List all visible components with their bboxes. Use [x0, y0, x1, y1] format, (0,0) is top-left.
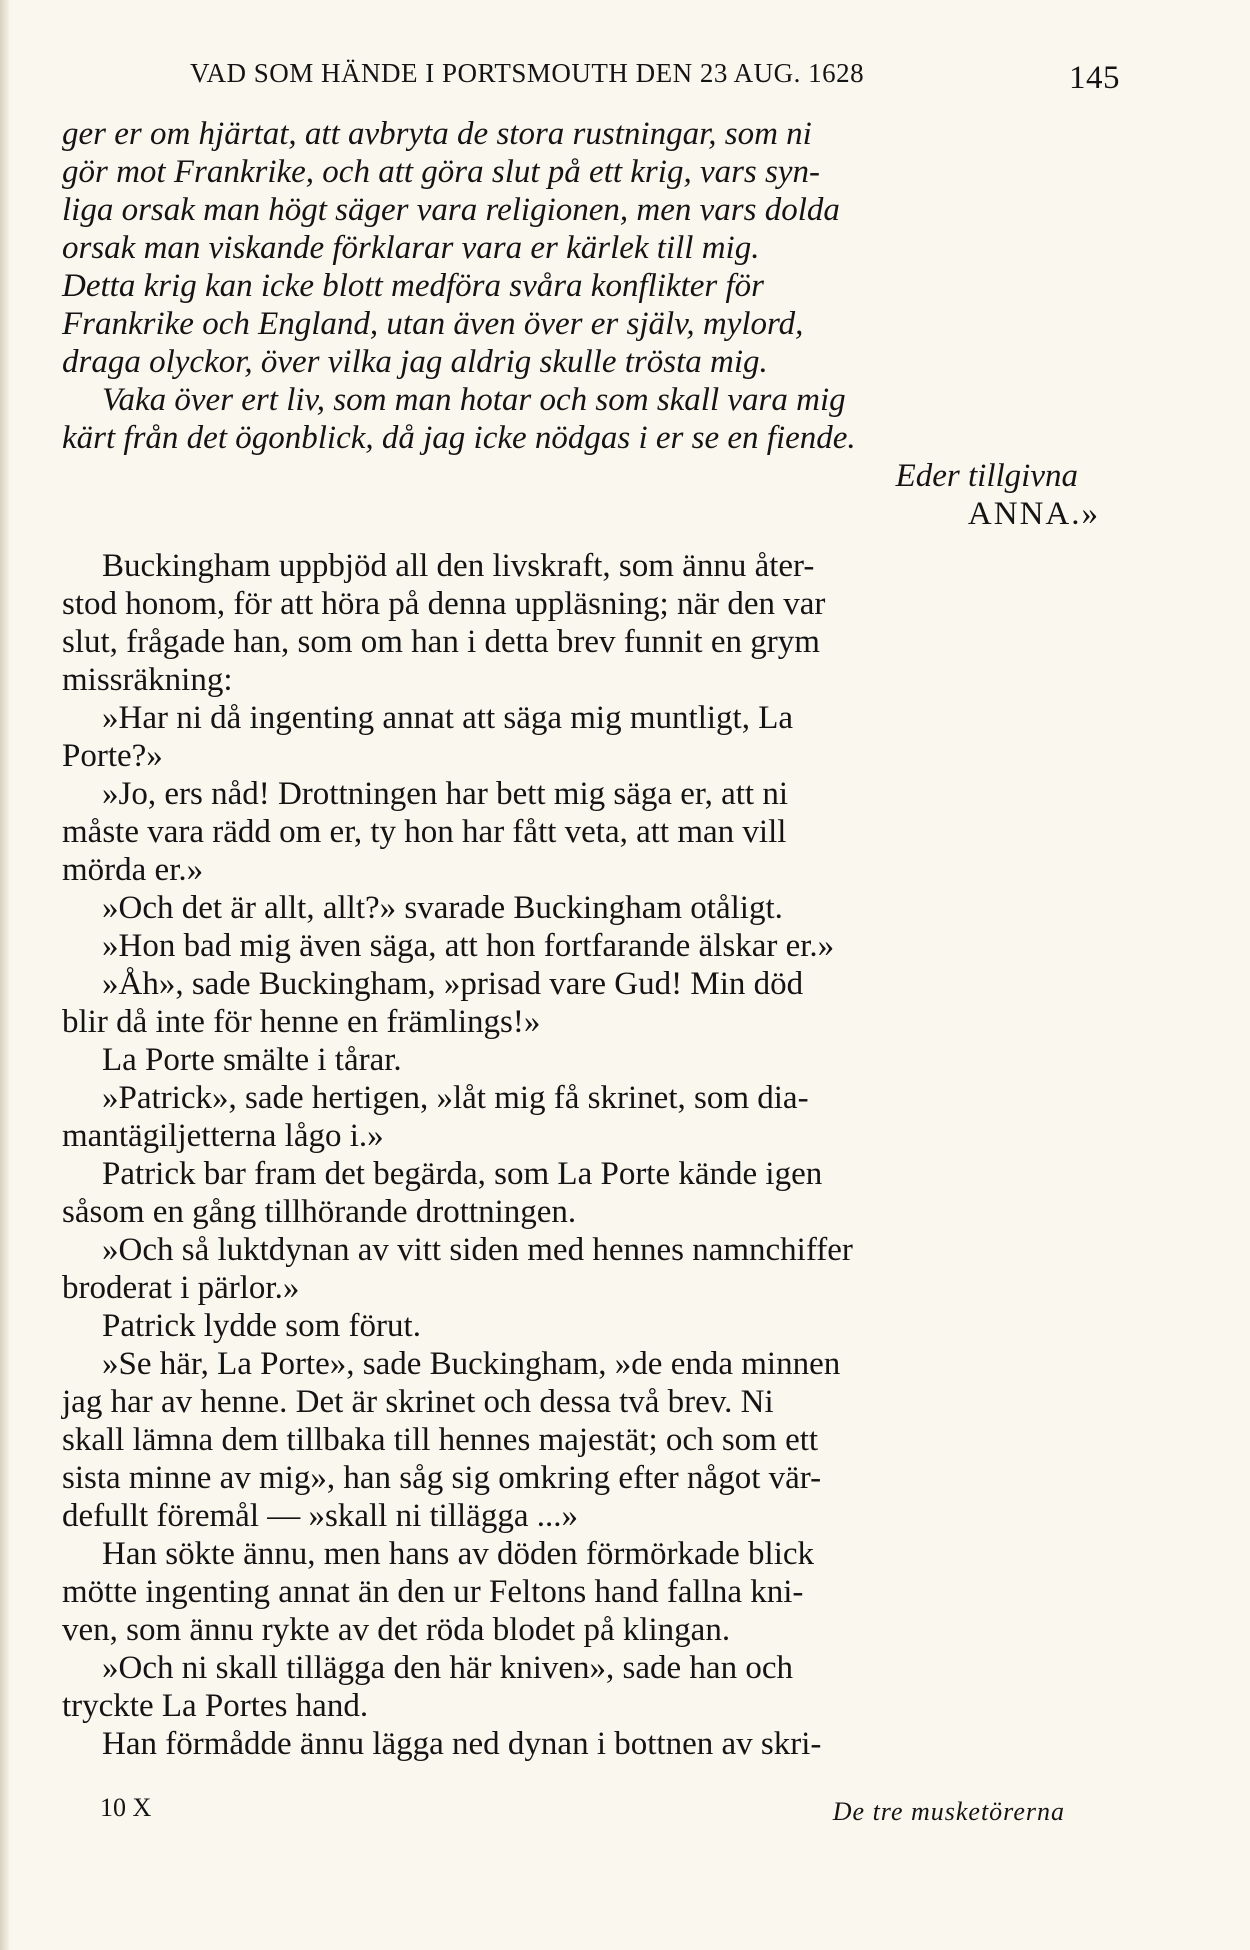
narrative-line: broderat i pärlor.»: [62, 1270, 300, 1306]
letter-excerpt: [62, 115, 1124, 495]
letter-line: kärt från det ögonblick, då jag icke nödgas i er se en fiende.: [62, 420, 856, 456]
letter-line: Vaka över ert liv, som man hotar och som skall vara mig: [102, 382, 846, 418]
narrative-line: missräkning:: [62, 662, 233, 698]
narrative-line: skall lämna dem tillbaka till hennes majestät; och som ett: [62, 1422, 819, 1458]
narrative-line: jag har av henne. Det är skrinet och dessa två brev. Ni: [62, 1384, 774, 1420]
letter-line: draga olyckor, över vilka jag aldrig skulle trösta mig.: [62, 344, 768, 380]
binding-edge: [0, 0, 10, 1950]
narrative-line: mantägiljetterna lågo i.»: [62, 1118, 384, 1154]
letter-line: Frankrike och England, utan även över er själv, mylord,: [62, 306, 804, 342]
narrative-line: stod honom, för att höra på denna uppläsning; när den var: [62, 586, 826, 622]
book-short-title: De tre musketörerna: [832, 1797, 1065, 1826]
letter-line: orsak man viskande förklarar vara er kärlek till mig.: [62, 230, 760, 266]
narrative-line: »Åh», sade Buckingham, »prisad vare Gud! Min död: [102, 966, 804, 1002]
narrative-line: Buckingham uppbjöd all den livskraft, som ännu åter-: [102, 548, 815, 584]
narrative-line: »Och det är allt, allt?» svarade Buckingham otåligt.: [102, 890, 783, 926]
narrative-line: blir då inte för henne en främlings!»: [62, 1004, 541, 1040]
spacer: [62, 533, 1124, 547]
narrative-line: »Se här, La Porte», sade Buckingham, »de enda minnen: [102, 1346, 841, 1382]
narrative-line: defullt föremål — »skall ni tillägga ...»: [62, 1498, 578, 1534]
letter-closing: Eder tillgivna: [895, 458, 1078, 494]
page-number: 145: [1069, 60, 1120, 96]
narrative-line: »Hon bad mig även säga, att hon fortfarande älskar er.»: [102, 928, 835, 964]
signature-mark: 10 X: [100, 1793, 152, 1822]
narrative-line: »Patrick», sade hertigen, »låt mig få skrinet, som dia-: [102, 1080, 809, 1116]
narrative-line: »Och ni skall tillägga den här kniven», sade han och: [102, 1650, 793, 1686]
body-text: [62, 115, 1124, 1763]
narrative-line: Porte?»: [62, 738, 163, 774]
letter-line: liga orsak man högt säger vara religionen, men vars dolda: [62, 192, 840, 228]
narrative-line: måste vara rädd om er, ty hon har fått veta, att man vill: [62, 814, 787, 850]
narrative-line: såsom en gång tillhörande drottningen.: [62, 1194, 577, 1230]
narrative-line: mörda er.»: [62, 852, 204, 888]
narrative-line: mötte ingenting annat än den ur Feltons hand fallna kni-: [62, 1574, 804, 1610]
running-title: VAD SOM HÄNDE I PORTSMOUTH DEN 23 AUG. 1628: [190, 58, 865, 88]
letter-line: Detta krig kan icke blott medföra svåra konflikter för: [62, 268, 765, 304]
narrative-line: Han förmådde ännu lägga ned dynan i bottnen av skri-: [102, 1726, 822, 1762]
narrative: [62, 547, 1124, 1763]
narrative-line: ven, som ännu rykte av det röda blodet på klingan.: [62, 1612, 731, 1648]
letter-line: gör mot Frankrike, och att göra slut på ett krig, vars syn-: [62, 154, 821, 190]
narrative-line: slut, frågade han, som om han i detta brev funnit en grym: [62, 624, 820, 660]
narrative-line: »Har ni då ingenting annat att säga mig muntligt, La: [102, 700, 794, 736]
narrative-line: Patrick bar fram det begärda, som La Porte kände igen: [102, 1156, 823, 1192]
narrative-line: sista minne av mig», han såg sig omkring efter något vär-: [62, 1460, 822, 1496]
letter-line: ger er om hjärtat, att avbryta de stora rustningar, som ni: [62, 116, 812, 152]
narrative-line: tryckte La Portes hand.: [62, 1688, 369, 1724]
narrative-line: Patrick lydde som förut.: [102, 1308, 421, 1344]
narrative-line: La Porte smälte i tårar.: [102, 1042, 402, 1078]
letter-signature: ANNA.»: [967, 496, 1100, 532]
narrative-line: Han sökte ännu, men hans av döden förmörkade blick: [102, 1536, 815, 1572]
narrative-line: »Jo, ers nåd! Drottningen har bett mig säga er, att ni: [102, 776, 788, 812]
narrative-line: »Och så luktdynan av vitt siden med hennes namnchiffer: [102, 1232, 853, 1268]
